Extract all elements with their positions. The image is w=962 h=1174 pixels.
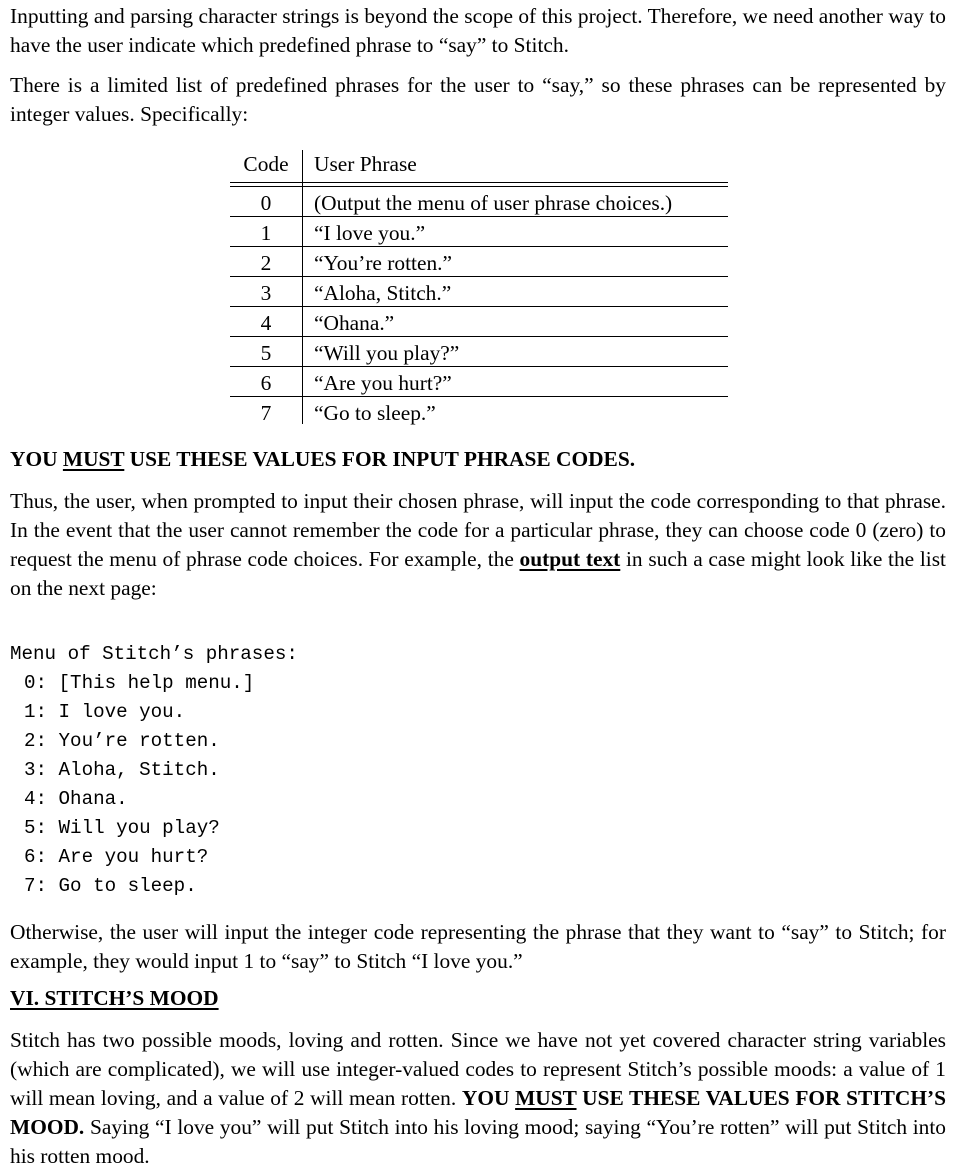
code-line: 5: Will you play? xyxy=(24,817,220,839)
paragraph-user-input xyxy=(10,487,946,603)
table-cell-code: 5 xyxy=(260,341,272,365)
table-row xyxy=(230,187,728,217)
table-cell-phrase: “Are you hurt?” xyxy=(314,371,452,395)
table-cell-code: 1 xyxy=(260,221,272,245)
paragraph-otherwise: Otherwise, the user will input the integer code representing the phrase that they want to “say” to Stitch; for example, they would input 1 to “say” to Stitch “I love you.” xyxy=(10,920,946,973)
paragraph-intro: Inputting and parsing character strings is beyond the scope of this project. Therefore, we need another way to have the user indicate which predefined phrase to “say” to Stitch. xyxy=(10,4,946,57)
paragraph-stitch-mood xyxy=(10,1026,946,1171)
table-cell-phrase: “Go to sleep.” xyxy=(314,401,436,425)
paragraph-phrase-list-intro: There is a limited list of predefined phrases for the user to “say,” so these phrases can be represented by integer values. Specifically: xyxy=(10,73,946,126)
code-line: 7: Go to sleep. xyxy=(24,875,197,897)
table-cell-code: 6 xyxy=(260,371,272,395)
table-header-row xyxy=(230,150,728,183)
paragraph-user-input-part-b: in such a case might look like the list on the next page: xyxy=(10,547,946,600)
table-cell-phrase: “Ohana.” xyxy=(314,311,395,335)
code-line: 2: You’re rotten. xyxy=(24,730,220,752)
table-row xyxy=(230,247,728,277)
table-row xyxy=(230,217,728,247)
table-row xyxy=(230,277,728,307)
section-heading-stitch-mood: VI. STITCH’S MOOD xyxy=(10,986,219,1010)
code-line: 4: Ohana. xyxy=(24,788,128,810)
output-text-emphasis: output text xyxy=(519,547,621,571)
table-header-phrase: User Phrase xyxy=(314,152,417,176)
phrase-code-table xyxy=(230,150,728,426)
mood-emphasis-must: MUST xyxy=(515,1086,577,1110)
paragraph-user-input-part-a: Thus, the user, when prompted to input their chosen phrase, will input the code corresponding to that phrase. In the event that the user cannot remember the code for a particular phrase, they can choose code 0 (zero) to request the menu of phrase code choices. For example, the xyxy=(10,489,946,571)
must-use-phrase-codes-heading xyxy=(10,447,635,472)
table-row xyxy=(230,307,728,337)
table-cell-code: 0 xyxy=(260,191,272,215)
must-heading-must: MUST xyxy=(62,447,125,471)
mood-emphasis-part-2: USE THESE VALUES FOR STITCH’S MOOD. xyxy=(10,1086,946,1139)
menu-code-block xyxy=(10,640,298,901)
paragraph-mood-part-b: Saying “I love you” will put Stitch into his loving mood; saying “You’re rotten” will put Stitch into his rotten mood. xyxy=(10,1115,946,1168)
table-cell-phrase: “I love you.” xyxy=(314,221,426,245)
table-row xyxy=(230,397,728,426)
table-cell-phrase: “Aloha, Stitch.” xyxy=(314,281,452,305)
code-line: 3: Aloha, Stitch. xyxy=(24,759,220,781)
code-block-title: Menu of Stitch’s phrases: xyxy=(10,643,298,665)
must-heading-part-a: YOU xyxy=(10,447,63,471)
table-cell-code: 7 xyxy=(260,401,272,425)
table-cell-phrase: “You’re rotten.” xyxy=(314,251,453,275)
table-row xyxy=(230,367,728,397)
table-cell-code: 4 xyxy=(260,311,272,335)
code-line: 1: I love you. xyxy=(24,701,186,723)
table-cell-code: 3 xyxy=(260,281,272,305)
code-line: 6: Are you hurt? xyxy=(24,846,209,868)
table-cell-code: 2 xyxy=(260,251,272,275)
table-cell-phrase: “Will you play?” xyxy=(314,341,460,365)
must-heading-part-b: USE THESE VALUES FOR INPUT PHRASE CODES. xyxy=(124,447,636,471)
table-header-code: Code xyxy=(243,152,289,176)
mood-emphasis-part-1: YOU xyxy=(461,1086,516,1110)
code-line: 0: [This help menu.] xyxy=(24,672,255,694)
table-cell-phrase: (Output the menu of user phrase choices.) xyxy=(314,191,673,215)
table-row xyxy=(230,337,728,367)
paragraph-mood-part-a: Stitch has two possible moods, loving and rotten. Since we have not yet covered character string variables (which are complicated), we will use integer-valued codes to represent Stitch’s possible moods: a value of 1 will mean loving, and a value of 2 will mean rotten. xyxy=(10,1028,946,1110)
